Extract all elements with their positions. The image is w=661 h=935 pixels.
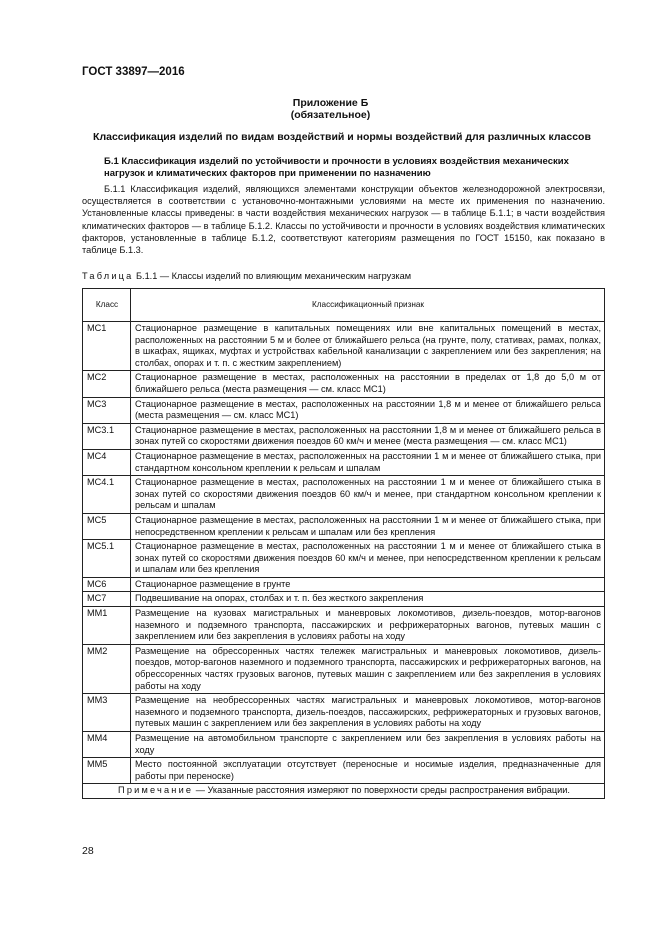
table-caption-text: Б.1.1 — Классы изделий по влияющим механическим нагрузкам xyxy=(133,271,412,281)
class-description-cell: Размещение на необрессоренных частях магистральных и маневровых локомотивов, мотор-вагонов наземного и подземного транспорта, дизель-поездов, пассажирских, рефрижераторных и грузовых вагонов, путевых машин с закреплением или без закрепления в условиях работы на ходу xyxy=(131,694,605,732)
class-description-cell: Стационарное размещение в местах, расположенных на расстоянии 1 м и менее от ближайшего стыка в зонах путей со скоростями движения поездов 60 км/ч и менее, при стандартном консольном креплении к рельсам и шпалам xyxy=(131,476,605,514)
class-description-cell: Стационарное размещение в местах, расположенных на расстоянии 1 м и менее от ближайшего стыка, при непосредственном креплении к рельсам и шпалам или без крепления xyxy=(131,513,605,539)
table-row xyxy=(83,371,605,397)
class-code-cell: МС3.1 xyxy=(83,423,131,449)
class-code-cell: ММ4 xyxy=(83,732,131,758)
table-note xyxy=(83,784,605,799)
table-note-word: Примечание xyxy=(118,785,194,796)
table-row xyxy=(83,513,605,539)
class-description-cell: Стационарное размещение в местах, расположенных на расстоянии 1 м и менее от ближайшего стыка в зонах путей со скоростями движения поездов 60 км/ч и менее, при непосредственном креплении к рельсам и шпалам или без крепления xyxy=(131,540,605,578)
class-description-cell: Размещение на автомобильном транспорте с закреплением или без закрепления в условиях работы на ходу xyxy=(131,732,605,758)
class-code-cell: МС2 xyxy=(83,371,131,397)
class-description-cell: Подвешивание на опорах, столбах и т. п. без жесткого закрепления xyxy=(131,592,605,607)
column-header-feature: Классификационный признак xyxy=(131,289,605,322)
table-caption xyxy=(82,271,411,281)
table-header-row xyxy=(83,289,605,322)
table-row xyxy=(83,540,605,578)
class-code-cell: МС5 xyxy=(83,513,131,539)
class-code-cell: ММ5 xyxy=(83,758,131,784)
classification-table xyxy=(82,288,605,799)
class-code-cell: МС1 xyxy=(83,322,131,371)
table-row xyxy=(83,694,605,732)
class-code-cell: ММ3 xyxy=(83,694,131,732)
class-code-cell: МС7 xyxy=(83,592,131,607)
class-description-cell: Стационарное размещение в капитальных помещениях или вне капитальных помещений в местах, расположенных на расстоянии 5 м и более от ближайшего рельса (на грунте, полу, стативах, рамах, полках, в шкафах, ящиках, муфтах и устройствах кабельной канализации с закреплением или без закрепления; на столбах, опорах и т. п. с жестким закреплением) xyxy=(131,322,605,371)
main-heading: Классификация изделий по видам воздействий и нормы воздействий для различных классов xyxy=(93,131,591,143)
class-description-cell: Стационарное размещение в местах, расположенных на расстоянии 1,8 м и менее от ближайшего рельса в зонах путей со скоростями движения поездов 60 км/ч и менее (места размещения — см. класс МС1) xyxy=(131,423,605,449)
table-row xyxy=(83,607,605,645)
class-description-cell: Место постоянной эксплуатации отсутствует (переносные и носимые изделия, предназначенные для работы при переноске) xyxy=(131,758,605,784)
table-row xyxy=(83,732,605,758)
class-description-cell: Стационарное размещение в местах, расположенных на расстоянии в пределах от 1,8 до 5,0 м от ближайшего рельса (места размещения — см. класс МС1) xyxy=(131,371,605,397)
table-note-row xyxy=(83,784,605,799)
class-code-cell: МС3 xyxy=(83,397,131,423)
table-body xyxy=(83,322,605,784)
class-description-cell: Стационарное размещение в местах, расположенных на расстоянии 1,8 м и менее от ближайшего рельса (места размещения — см. класс МС1) xyxy=(131,397,605,423)
document-id: ГОСТ 33897—2016 xyxy=(82,66,185,78)
class-code-cell: МС6 xyxy=(83,577,131,592)
body-paragraph: Б.1.1 Классификация изделий, являющихся элементами конструкции объектов железнодорожной электросвязи, осуществляется в соответствии с установочно-монтажными условиями на месте их применения по назначению. Установленные классы приведены: в части воздействия механических нагрузок — в таблице Б.1.1; в части воздействия климатических факторов — в таблице Б.1.2. Классы по устойчивости и прочности в условиях воздействия климатических факторов, установленные в таблице Б.1.2, соответствуют категориям размещения по ГОСТ 15150, как показано в таблице Б.1.3. xyxy=(82,184,605,256)
class-description-cell: Стационарное размещение в грунте xyxy=(131,577,605,592)
class-description-cell: Стационарное размещение в местах, расположенных на расстоянии 1 м и менее от ближайшего стыка, при стандартном консольном креплении к рельсам и шпалам xyxy=(131,449,605,475)
table-row xyxy=(83,449,605,475)
table-row xyxy=(83,397,605,423)
page-number: 28 xyxy=(82,845,94,857)
class-code-cell: МС4 xyxy=(83,449,131,475)
table-row xyxy=(83,644,605,693)
class-code-cell: МС5.1 xyxy=(83,540,131,578)
section-heading: Б.1 Классификация изделий по устойчивости и прочности в условиях воздействия механических нагрузок и климатических факторов при применении по назначению xyxy=(104,156,569,179)
table-row xyxy=(83,322,605,371)
table-row xyxy=(83,423,605,449)
class-code-cell: ММ1 xyxy=(83,607,131,645)
table-row xyxy=(83,476,605,514)
class-code-cell: ММ2 xyxy=(83,644,131,693)
table-row xyxy=(83,592,605,607)
table-row xyxy=(83,758,605,784)
table-caption-word: Таблица xyxy=(82,271,134,281)
table-row xyxy=(83,577,605,592)
class-description-cell: Размещение на обрессоренных частях тележек магистральных и маневровых локомотивов, дизель-поездов, мотор-вагонов наземного и подземного транспорта, пассажирских и рефрижераторных вагонов, на обрессоренных частях грузовых вагонов, путевых машин с закреплением или без закрепления в условиях работы на ходу xyxy=(131,644,605,693)
appendix-subtitle: (обязательное) xyxy=(290,109,371,121)
table-note-text: — Указанные расстояния измеряют по поверхности среды распространения вибрации. xyxy=(193,785,570,796)
column-header-class: Класс xyxy=(83,289,131,322)
class-description-cell: Размещение на кузовах магистральных и маневровых локомотивов, дизель-поездов, мотор-вагонов наземного и подземного транспорта, пассажирских и рефрижераторных вагонов, путевых машин с закреплением или без закрепления в условиях работы на ходу xyxy=(131,607,605,645)
appendix-title: Приложение Б xyxy=(292,97,369,109)
class-code-cell: МС4.1 xyxy=(83,476,131,514)
